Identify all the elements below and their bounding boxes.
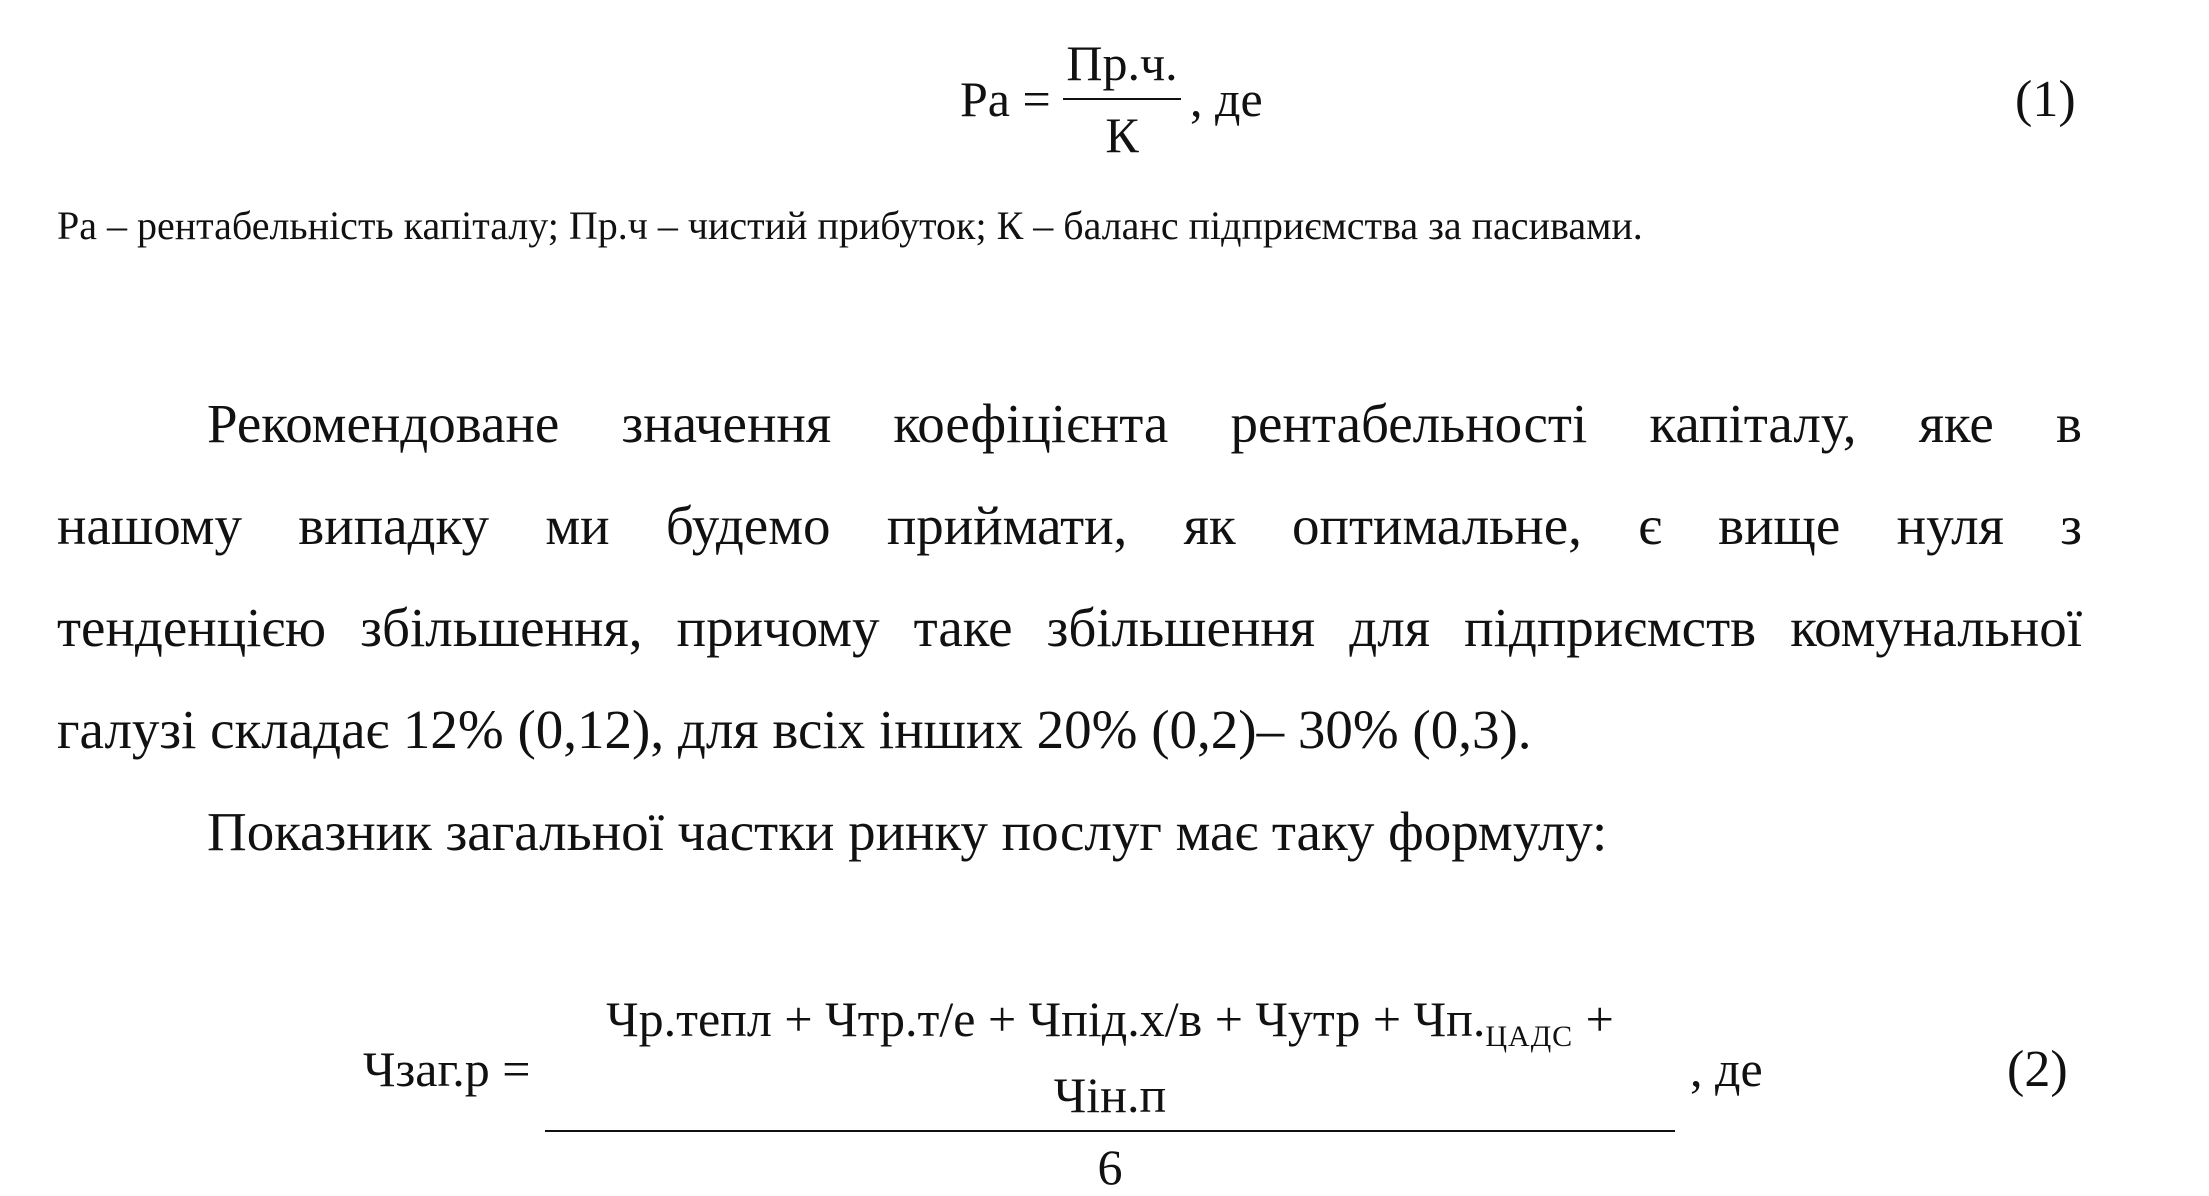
formula-1-fraction	[1063, 34, 1181, 164]
formula-2-denominator: 6	[1097, 1139, 1123, 1195]
formula-2-numerator-main: Чр.тепл + Чтр.т/е + Чпід.х/в + Чутр + Чп.	[606, 991, 1486, 1047]
paragraph-2: Показник загальної частки ринку послуг має таку формулу:	[207, 801, 1608, 862]
formula-2-fraction	[545, 990, 1675, 1196]
formula-2-numerator-subscript: ЦАДС	[1485, 1020, 1574, 1053]
formula-1-legend: Ра – рентабельність капіталу; Пр.ч – чистий прибуток; К – баланс підприємства за пасивами.	[57, 203, 1643, 248]
formula-1-denominator: К	[1105, 107, 1139, 163]
formula-2-trail: , де	[1690, 1041, 1763, 1097]
fraction-bar	[545, 1130, 1675, 1132]
formula-1-numerator: Пр.ч.	[1066, 35, 1178, 91]
equation-number-1: (1)	[2015, 71, 2076, 128]
formula-2-numerator-tail: + Чін.п	[1053, 991, 1614, 1123]
formula-1-lhs: Ра =	[960, 71, 1051, 127]
fraction-bar	[1063, 98, 1181, 100]
formula-1-trail: , де	[1190, 71, 1263, 127]
paragraph-line: Рекомендоване значення коефіцієнта рентабельності капіталу, яке в	[207, 393, 2082, 454]
paragraph-line: нашому випадку ми будемо приймати, як оптимальне, є вище нуля з	[57, 495, 2082, 556]
paragraph-line: галузі складає 12% (0,12), для всіх інших 20% (0,2)– 30% (0,3).	[57, 699, 1532, 760]
equation-number-2: (2)	[2007, 1041, 2068, 1098]
paragraph-line: тенденцією збільшення, причому таке збільшення для підприємств комунальної	[57, 597, 2082, 658]
formula-2-lhs: Чзаг.р =	[363, 1041, 531, 1097]
formula-2-numerator	[545, 990, 1675, 1124]
